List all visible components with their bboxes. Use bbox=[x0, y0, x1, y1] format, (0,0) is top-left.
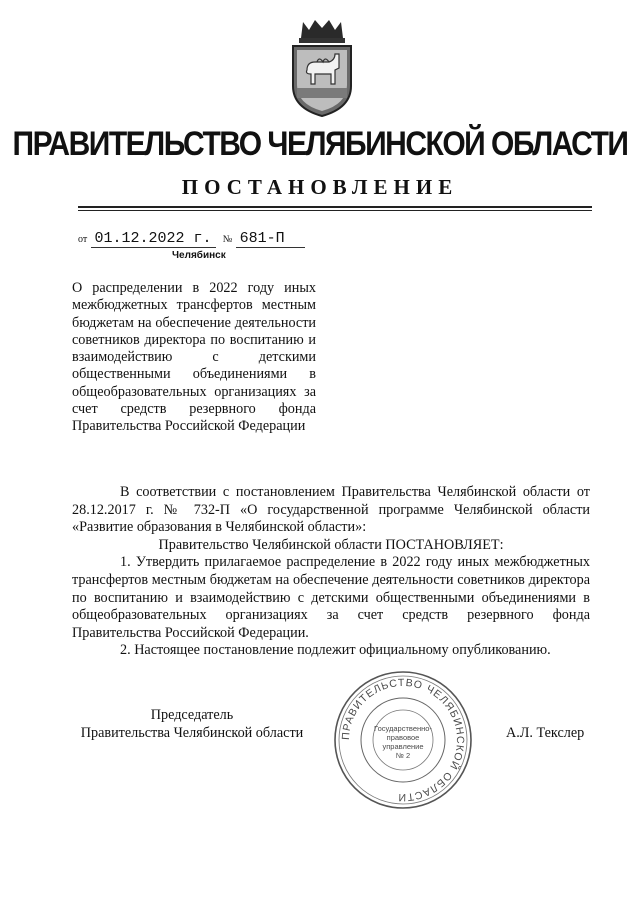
document-number: 681-П bbox=[236, 230, 305, 248]
header-rule-thick bbox=[78, 206, 592, 208]
number-label: № bbox=[222, 234, 233, 245]
signatory-title-line-2: Правительства Челябинской области bbox=[80, 724, 304, 741]
document-subject: О распределении в 2022 году иных межбюджетных трансфертов местным бюджетам на обеспечение деятельности советников директора по воспитанию и взаимодействию с детскими общественными объединениями в общеобразовательных организациях за счет средств резервного фонда Правительства Российской Федерации bbox=[72, 280, 316, 435]
document-date: 01.12.2022 г. bbox=[91, 230, 216, 248]
header-rule-thin bbox=[78, 210, 592, 211]
organization-title: ПРАВИТЕЛЬСТВО ЧЕЛЯБИНСКОЙ ОБЛАСТИ bbox=[12, 125, 628, 163]
city-name: Челябинск bbox=[172, 250, 226, 261]
coat-of-arms-emblem bbox=[289, 18, 355, 118]
signatory-title bbox=[72, 707, 312, 742]
stamp-center-line-2: правовое bbox=[386, 733, 420, 742]
preamble-paragraph: В соответствии с постановлением Правительства Челябинской области от 28.12.2017 г. № 732-П «О государственной программе Челябинской области «Развитие образования в Челябинской области»: bbox=[72, 484, 590, 536]
document-type-title: ПОСТАНОВЛЕНИЕ bbox=[181, 175, 459, 199]
document-body bbox=[72, 484, 590, 660]
stamp-center-line-1: Государственно- bbox=[374, 724, 432, 733]
signatory-title-line-1: Председатель bbox=[150, 707, 234, 723]
item-1-paragraph: 1. Утвердить прилагаемое распределение в 2022 году иных межбюджетных трансфертов местным бюджетам на обеспечение деятельности советников директора по воспитанию и взаимодействию с детскими общественными объединениями в общеобразовательных организациях за счет средств резервного фонда Правительства Российской Федерации. bbox=[72, 554, 590, 641]
stamp-center-line-4: № 2 bbox=[395, 751, 411, 760]
date-number-row bbox=[78, 230, 305, 248]
resolves-line: Правительство Челябинской области ПОСТАНОВЛЯЕТ: bbox=[158, 536, 504, 553]
stamp-center-line-3: управление bbox=[382, 742, 424, 751]
item-2-paragraph: 2. Настоящее постановление подлежит официальному опубликованию. bbox=[120, 642, 551, 659]
stamp-outer-text: ПРАВИТЕЛЬСТВО ЧЕЛЯБИНСКОЙ ОБЛАСТИ bbox=[339, 676, 467, 804]
signatory-name: А.Л. Текслер bbox=[506, 725, 585, 741]
official-stamp bbox=[331, 668, 475, 812]
from-label: от bbox=[78, 234, 88, 245]
